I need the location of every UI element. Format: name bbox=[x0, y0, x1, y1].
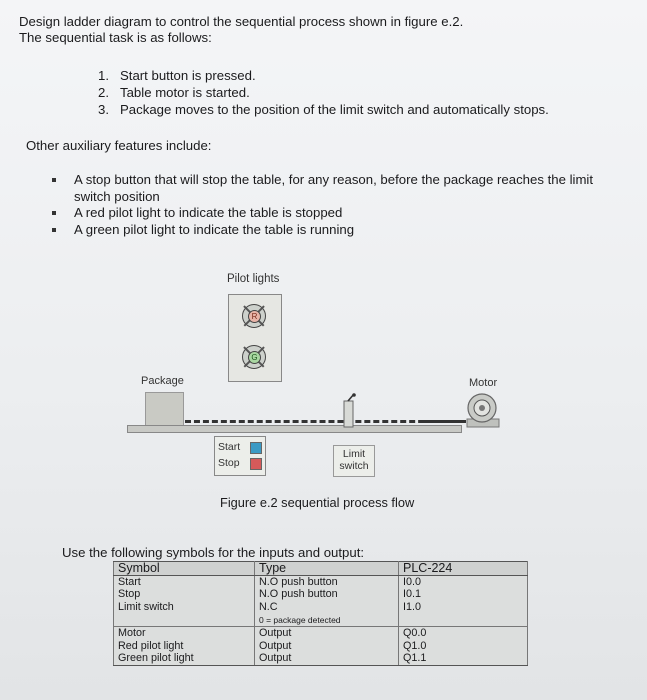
table-cell: I0.0 bbox=[399, 575, 528, 588]
table-row bbox=[114, 588, 528, 601]
bullet-icon bbox=[52, 178, 56, 182]
bullet-icon bbox=[52, 211, 56, 215]
figure-caption: Figure e.2 sequential process flow bbox=[220, 495, 415, 510]
table-cell: Stop bbox=[114, 588, 255, 601]
table-cell: I0.1 bbox=[399, 588, 528, 601]
pilot-lights-label: Pilot lights bbox=[227, 273, 280, 285]
table-cell: Output bbox=[255, 640, 399, 653]
start-button[interactable] bbox=[250, 442, 262, 454]
table-cell: N.O push button bbox=[255, 588, 399, 601]
table-cell: Output bbox=[255, 652, 399, 665]
limit-switch-label-box bbox=[333, 445, 375, 477]
table-cell: I1.0 bbox=[399, 601, 528, 614]
symbols-intro: Use the following symbols for the inputs and output: bbox=[62, 545, 365, 560]
table-cell: Output bbox=[255, 626, 399, 639]
list-item: 1. Start button is pressed. bbox=[98, 68, 256, 83]
red-pilot-lamp-icon: R bbox=[242, 304, 266, 328]
table-row bbox=[114, 652, 528, 665]
table-header-row bbox=[114, 562, 528, 576]
col-header-type: Type bbox=[255, 562, 399, 576]
limit-label-line-1: Limit bbox=[342, 448, 366, 460]
motor-label: Motor bbox=[469, 377, 498, 389]
conveyor-belt-dash bbox=[185, 420, 460, 423]
intro-line-2: The sequential task is as follows: bbox=[19, 30, 212, 45]
limit-switch-icon bbox=[338, 393, 360, 429]
table-cell: Q1.0 bbox=[399, 640, 528, 653]
table-cell: N.C bbox=[255, 601, 399, 614]
start-label: Start bbox=[218, 441, 241, 453]
table-cell bbox=[114, 613, 255, 626]
col-header-plc: PLC-224 bbox=[399, 562, 528, 576]
aux-list bbox=[48, 172, 628, 238]
stop-label: Stop bbox=[218, 457, 240, 469]
intro-line-1: Design ladder diagram to control the sequential process shown in figure e.2. bbox=[19, 14, 464, 29]
motor-link-dash bbox=[424, 420, 466, 423]
limit-label-line-2: switch bbox=[339, 460, 369, 472]
symbols-table bbox=[113, 561, 528, 666]
package-box bbox=[145, 392, 184, 427]
stop-button[interactable] bbox=[250, 458, 262, 470]
table-cell: Q1.1 bbox=[399, 652, 528, 665]
bullet-icon bbox=[52, 228, 56, 232]
list-item: A green pilot light to indicate the table is running bbox=[48, 222, 628, 239]
table-cell: Green pilot light bbox=[114, 652, 255, 665]
list-item: A stop button that will stop the table, for any reason, before the package reaches the limit switch position bbox=[48, 172, 628, 205]
table-cell: Red pilot light bbox=[114, 640, 255, 653]
step-list bbox=[98, 67, 549, 118]
motor-icon bbox=[463, 393, 503, 429]
table-row bbox=[114, 626, 528, 639]
list-item: A red pilot light to indicate the table is stopped bbox=[48, 205, 628, 222]
list-item: 2. Table motor is started. bbox=[98, 85, 250, 100]
package-label: Package bbox=[141, 375, 184, 387]
green-pilot-lamp-icon: G bbox=[242, 345, 266, 369]
table-row bbox=[114, 613, 528, 626]
table-cell: N.O push button bbox=[255, 575, 399, 588]
table-cell: Motor bbox=[114, 626, 255, 639]
col-header-symbol: Symbol bbox=[114, 562, 255, 576]
pilot-lights-panel bbox=[228, 294, 282, 382]
table-cell bbox=[399, 613, 528, 626]
table-row bbox=[114, 640, 528, 653]
table-row bbox=[114, 601, 528, 614]
conveyor-table bbox=[127, 425, 462, 433]
aux-heading: Other auxiliary features include: bbox=[26, 138, 212, 153]
table-row bbox=[114, 575, 528, 588]
table-cell: Q0.0 bbox=[399, 626, 528, 639]
list-item: 3. Package moves to the position of the limit switch and automatically stops. bbox=[98, 102, 549, 117]
table-cell: Limit switch bbox=[114, 601, 255, 614]
start-stop-panel bbox=[214, 436, 266, 476]
table-cell: 0 = package detected bbox=[255, 613, 399, 626]
table-cell: Start bbox=[114, 575, 255, 588]
